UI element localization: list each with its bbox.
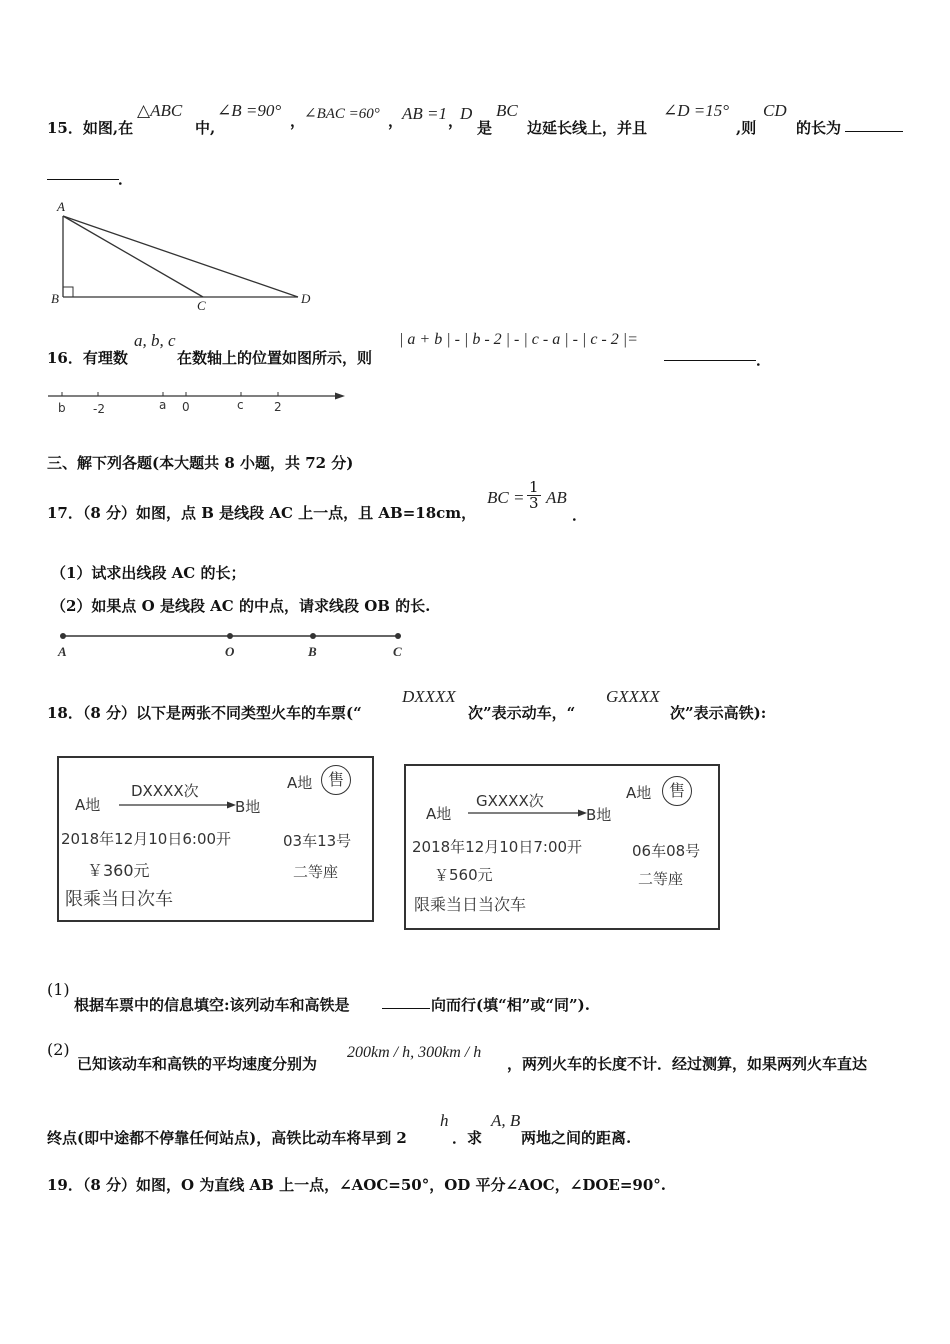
label-b: B — [308, 644, 317, 659]
axis-label-a: a — [159, 398, 167, 412]
q18-hours: h — [440, 1111, 449, 1130]
axis-arrow — [335, 393, 345, 400]
q17-fraction-numerator: 1 — [529, 478, 539, 496]
point-c — [395, 633, 401, 639]
q18-speeds: 200km / h, 300km / h — [347, 1044, 482, 1061]
q17-fraction — [527, 480, 541, 511]
q15-text-shi: 是 — [477, 119, 493, 137]
q15-comma-2: ， — [388, 112, 404, 130]
q15-number: 15．如图,在 — [47, 119, 134, 137]
label-a: A — [58, 644, 67, 659]
q17-bc-equals: BC = — [487, 488, 525, 507]
q15-comma-3: ， — [448, 112, 464, 130]
q15-comma-1: ， — [290, 112, 306, 130]
q15-segment-cd: CD — [763, 101, 787, 120]
axis-label-b: b — [58, 401, 66, 415]
ticket2-train: GXXXX次 — [476, 792, 544, 810]
ticket2-arrow-icon — [468, 808, 588, 818]
axis-label-zero: 0 — [182, 400, 190, 414]
q15-angle-d: ∠D =15° — [663, 101, 730, 120]
ticket1-to: B地 — [235, 798, 261, 816]
label-c: C — [197, 298, 206, 312]
ticket2-to: B地 — [586, 806, 612, 824]
axis-label-neg2: -2 — [93, 402, 105, 416]
q15-text-zhong: 中, — [195, 119, 216, 137]
q18-part-2-label: (2) — [47, 1040, 70, 1059]
section-3-title: 三、解下列各题(本大题共 8 小题，共 72 分) — [47, 454, 354, 472]
q17-sub-2: （2）如果点 O 是线段 AC 的中点，请求线段 OB 的长. — [51, 597, 431, 615]
ticket1-stamp: 售 — [321, 765, 351, 795]
q16-abc: a, b, c — [134, 331, 176, 350]
label-b: B — [51, 291, 59, 306]
q18-gxxxx: GXXXX — [606, 687, 660, 706]
ticket2-note: 限乘当日当次车 — [414, 895, 527, 914]
right-angle-mark — [63, 287, 73, 297]
ticket1-class: 二等座 — [293, 863, 339, 881]
ticket1-place: A地 — [287, 774, 313, 792]
q17-segment-figure — [50, 626, 420, 662]
q15-ab-equals: AB =1 — [402, 104, 447, 123]
q17-ab: AB — [546, 488, 567, 507]
point-b — [310, 633, 316, 639]
ticket1-train: DXXXX次 — [131, 782, 199, 800]
ticket2-stamp: 售 — [662, 776, 692, 806]
q16-text: 在数轴上的位置如图所示，则 — [177, 349, 373, 367]
q18-part-2-text-a: 已知该动车和高铁的平均速度分别为 — [77, 1055, 318, 1073]
q15-angle-bac: ∠BAC =60° — [304, 106, 380, 122]
ticket2-price: ￥560元 — [434, 866, 493, 884]
q16-expression: | a + b | - | b - 2 | - | c - a | - | c - 2 |= — [399, 331, 638, 348]
q18-part-2-line-2c: 两地之间的距离. — [521, 1129, 632, 1147]
q15-period: ． — [118, 170, 134, 188]
q18-part-2-text-b: ，两列火车的长度不计．经过测算，如果两列火车直达 — [507, 1055, 868, 1073]
ticket2-seat: 06车08号 — [632, 842, 701, 860]
point-o — [227, 633, 233, 639]
ticket2-datetime: 2018年12月10日7:00开 — [412, 838, 583, 856]
q18-part-2-line-2a: 终点(即中途都不停靠任何站点)，高铁比动车将早到 2 — [47, 1129, 407, 1147]
label-a: A — [57, 199, 65, 214]
q15-answer-blank-2[interactable] — [47, 165, 119, 184]
ticket-gaotie — [404, 764, 720, 930]
q18-intro-a: 18．（8 分）以下是两张不同类型火车的车票(“ — [47, 704, 362, 722]
q15-text-extend: 边延长线上，并且 — [527, 119, 648, 137]
ticket1-datetime: 2018年12月10日6:00开 — [61, 830, 232, 848]
label-o: O — [225, 644, 235, 659]
q18-part-1-blank[interactable] — [382, 994, 430, 1013]
q16-answer-blank[interactable] — [664, 346, 756, 365]
ticket1-seat: 03车13号 — [283, 832, 352, 850]
ticket1-note: 限乘当日次车 — [65, 889, 173, 910]
q18-part-2-line-2b: ．求 — [452, 1129, 483, 1147]
ticket2-place: A地 — [626, 784, 652, 802]
q18-intro-b: 次”表示动车，“ — [468, 704, 576, 722]
q16-number: 16．有理数 — [47, 349, 128, 367]
label-d: D — [301, 291, 311, 306]
q18-part-1-text: 根据车票中的信息填空:该列动车和高铁是 — [74, 996, 350, 1014]
q15-triangle-figure — [40, 196, 330, 312]
q15-segment-bc: BC — [496, 101, 518, 120]
ticket1-price: ￥360元 — [87, 861, 150, 880]
q15-point-d: D — [460, 104, 473, 123]
q17-fraction-denominator: 3 — [529, 494, 539, 512]
q16-period: ． — [756, 351, 772, 369]
ticket1-arrow-icon — [119, 800, 237, 810]
segment-ad — [63, 216, 298, 297]
q19-text: 19．（8 分）如图，O 为直线 AB 上一点，∠AOC=50°，OD 平分∠AOC，∠DOE=90°. — [47, 1176, 666, 1194]
ticket2-class: 二等座 — [638, 870, 684, 888]
axis-label-c: c — [237, 398, 244, 412]
point-a — [60, 633, 66, 639]
ticket1-from: A地 — [75, 796, 101, 814]
q18-dxxxx: DXXXX — [402, 687, 456, 706]
q16-number-line — [40, 384, 360, 418]
q17-sub-1: （1）试求出线段 AC 的长； — [51, 564, 246, 582]
q17-period: ． — [572, 506, 588, 524]
q18-part-1-label: (1) — [47, 980, 70, 999]
ticket-dongche — [57, 756, 374, 922]
q18-intro-c: 次”表示高铁): — [670, 704, 767, 722]
q15-text-length: 的长为 — [796, 119, 842, 137]
q15-answer-blank-1[interactable] — [845, 117, 903, 136]
label-c: C — [393, 644, 402, 659]
q17-intro: 17．（8 分）如图，点 B 是线段 AC 上一点，且 AB=18cm， — [47, 504, 477, 522]
ticket2-from: A地 — [426, 805, 452, 823]
q15-angle-b: ∠B =90° — [217, 101, 282, 120]
axis-label-two: 2 — [274, 400, 282, 414]
q18-part-1-tail: 向而行(填“相”或“同”). — [431, 996, 590, 1014]
q15-text-ze: ,则 — [736, 119, 757, 137]
q15-triangle-abc: △ABC — [137, 101, 183, 120]
q18-points-ab: A, B — [491, 1111, 521, 1130]
